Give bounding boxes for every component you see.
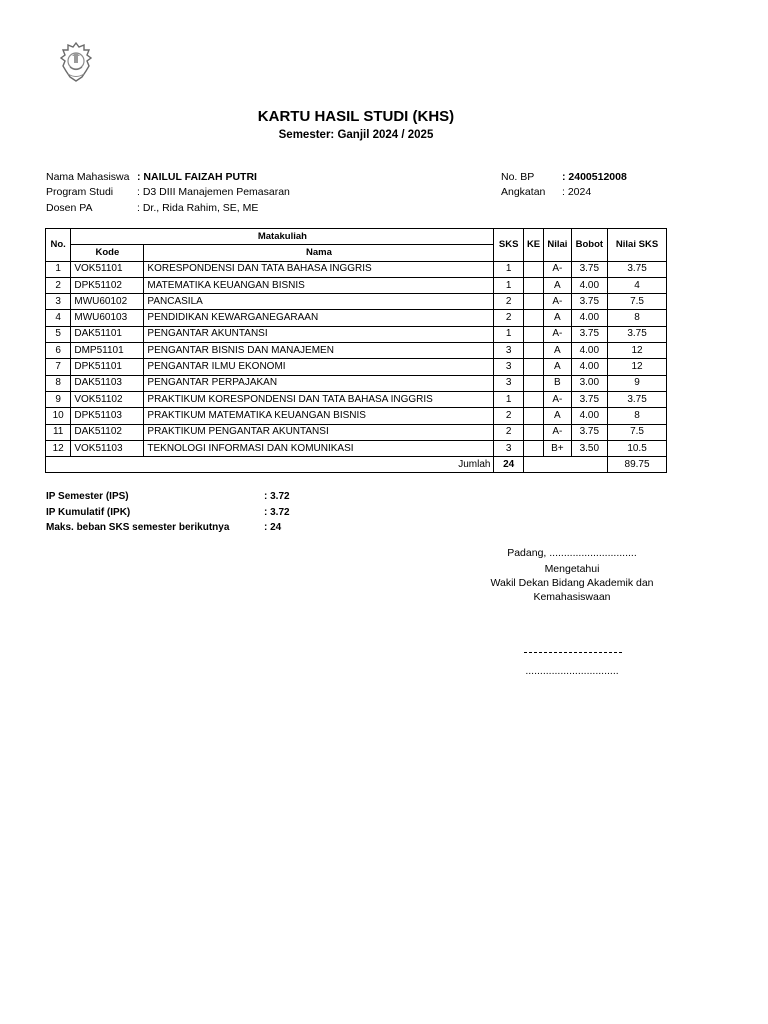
row-sks: 1 — [494, 277, 523, 293]
total-spacer — [523, 457, 607, 473]
table-row — [46, 424, 667, 440]
student-info-left — [46, 169, 466, 217]
row-no: 7 — [46, 359, 71, 375]
row-no: 2 — [46, 277, 71, 293]
table-row — [46, 326, 667, 342]
row-nilai-sks: 3.75 — [608, 391, 667, 407]
row-no: 11 — [46, 424, 71, 440]
max-sks-label: Maks. beban SKS semester berikutnya — [46, 522, 230, 533]
row-nama: PENDIDIKAN KEWARGANEGARAAN — [144, 310, 494, 326]
row-kode: DMP51101 — [71, 343, 144, 359]
semester-subtitle: Semester: Ganjil 2024 / 2025 — [278, 129, 434, 141]
row-kode: DAK51103 — [71, 375, 144, 391]
row-no: 6 — [46, 343, 71, 359]
sign-place: Padang, .............................. — [507, 547, 637, 559]
header-nilai-sks: Nilai SKS — [608, 229, 667, 262]
header-ke: KE — [523, 229, 543, 262]
program-label: Program Studi — [46, 186, 114, 198]
row-no: 12 — [46, 440, 71, 456]
row-nama: PENGANTAR BISNIS DAN MANAJEMEN — [144, 343, 494, 359]
ipk-value: : 3.72 — [264, 506, 290, 518]
row-no: 9 — [46, 391, 71, 407]
row-kode: DPK51101 — [71, 359, 144, 375]
row-bobot: 3.75 — [571, 261, 608, 277]
row-nama: KORESPONDENSI DAN TATA BAHASA INGGRIS — [144, 261, 494, 277]
row-ke — [523, 424, 543, 440]
row-kode: MWU60103 — [71, 310, 144, 326]
row-nilai: A — [544, 310, 571, 326]
program-value: : D3 DIII Manajemen Pemasaran — [137, 186, 290, 198]
table-row — [46, 261, 667, 277]
row-nilai-sks: 3.75 — [608, 326, 667, 342]
row-nama: PENGANTAR ILMU EKONOMI — [144, 359, 494, 375]
row-nilai: A- — [544, 294, 571, 310]
row-kode: DPK51102 — [71, 277, 144, 293]
sign-position-line2: Kemahasiswaan — [533, 591, 611, 603]
total-nilai-sks: 89.75 — [608, 457, 667, 473]
year-value: : 2024 — [562, 186, 592, 198]
ips-label: IP Semester (IPS) — [46, 491, 129, 502]
student-name-label: Nama Mahasiswa — [46, 171, 130, 183]
row-nilai-sks: 12 — [608, 343, 667, 359]
year-label: Angkatan — [501, 186, 546, 198]
sign-id-line: ................................ — [525, 665, 619, 677]
advisor-value: : Dr., Rida Rahim, SE, ME — [137, 202, 259, 214]
row-sks: 2 — [494, 294, 523, 310]
table-total-row — [46, 457, 667, 473]
row-ke — [523, 391, 543, 407]
row-sks: 1 — [494, 261, 523, 277]
table-row — [46, 408, 667, 424]
document-title: KARTU HASIL STUDI (KHS) — [257, 108, 455, 125]
row-nilai: A- — [544, 261, 571, 277]
row-bobot: 4.00 — [571, 408, 608, 424]
row-nilai: A- — [544, 424, 571, 440]
table-row — [46, 375, 667, 391]
student-info-right — [501, 169, 681, 201]
row-nilai: A — [544, 359, 571, 375]
table-body — [46, 261, 667, 457]
row-ke — [523, 440, 543, 456]
header-nilai: Nilai — [544, 229, 571, 262]
row-ke — [523, 375, 543, 391]
row-nama: PANCASILA — [144, 294, 494, 310]
row-bobot: 4.00 — [571, 277, 608, 293]
sign-acknowledge: Mengetahui — [544, 563, 600, 575]
row-nilai: A — [544, 408, 571, 424]
row-sks: 2 — [494, 408, 523, 424]
row-nama: PENGANTAR PERPAJAKAN — [144, 375, 494, 391]
row-no: 10 — [46, 408, 71, 424]
row-bobot: 3.75 — [571, 326, 608, 342]
row-nilai-sks: 4 — [608, 277, 667, 293]
total-label: Jumlah — [46, 457, 494, 473]
row-ke — [523, 261, 543, 277]
row-nilai-sks: 7.5 — [608, 424, 667, 440]
row-sks: 1 — [494, 391, 523, 407]
table-row — [46, 310, 667, 326]
row-ke — [523, 343, 543, 359]
row-nama: PRAKTIKUM PENGANTAR AKUNTANSI — [144, 424, 494, 440]
header-nama: Nama — [144, 245, 494, 261]
row-kode: DPK51103 — [71, 408, 144, 424]
row-nilai-sks: 10.5 — [608, 440, 667, 456]
row-kode: VOK51102 — [71, 391, 144, 407]
row-nilai: A — [544, 277, 571, 293]
table-row — [46, 391, 667, 407]
header-bobot: Bobot — [571, 229, 608, 262]
row-sks: 2 — [494, 310, 523, 326]
max-sks-value: : 24 — [264, 522, 282, 533]
ips-value: : 3.72 — [264, 491, 290, 502]
row-sks: 2 — [494, 424, 523, 440]
total-sks: 24 — [494, 457, 523, 473]
signature-line — [524, 652, 622, 653]
advisor-label: Dosen PA — [46, 202, 93, 214]
row-nilai-sks: 9 — [608, 375, 667, 391]
row-no: 4 — [46, 310, 71, 326]
row-sks: 3 — [494, 343, 523, 359]
row-nilai: B — [544, 375, 571, 391]
bp-label: No. BP — [501, 171, 535, 183]
row-bobot: 4.00 — [571, 359, 608, 375]
header-matakuliah: Matakuliah — [71, 229, 494, 245]
row-no: 1 — [46, 261, 71, 277]
header-kode: Kode — [71, 245, 144, 261]
row-ke — [523, 326, 543, 342]
row-no: 8 — [46, 375, 71, 391]
header-no: No. — [46, 229, 71, 262]
row-sks: 3 — [494, 375, 523, 391]
table-row — [46, 277, 667, 293]
row-bobot: 3.75 — [571, 391, 608, 407]
grades-table — [45, 228, 667, 473]
row-no: 3 — [46, 294, 71, 310]
row-sks: 1 — [494, 326, 523, 342]
row-bobot: 3.75 — [571, 424, 608, 440]
table-row — [46, 359, 667, 375]
row-ke — [523, 294, 543, 310]
row-nilai-sks: 8 — [608, 408, 667, 424]
row-nilai: B+ — [544, 440, 571, 456]
row-nilai: A- — [544, 326, 571, 342]
row-ke — [523, 310, 543, 326]
row-nama: PRAKTIKUM MATEMATIKA KEUANGAN BISNIS — [144, 408, 494, 424]
row-kode: VOK51103 — [71, 440, 144, 456]
row-nama: TEKNOLOGI INFORMASI DAN KOMUNIKASI — [144, 440, 494, 456]
ipk-label: IP Kumulatif (IPK) — [46, 506, 131, 518]
row-nilai-sks: 7.5 — [608, 294, 667, 310]
row-bobot: 3.50 — [571, 440, 608, 456]
row-nama: MATEMATIKA KEUANGAN BISNIS — [144, 277, 494, 293]
row-nilai-sks: 8 — [608, 310, 667, 326]
row-kode: DAK51102 — [71, 424, 144, 440]
row-sks: 3 — [494, 359, 523, 375]
row-kode: DAK51101 — [71, 326, 144, 342]
bp-value: : 2400512008 — [562, 171, 627, 183]
row-ke — [523, 277, 543, 293]
row-sks: 3 — [494, 440, 523, 456]
row-ke — [523, 408, 543, 424]
row-nilai: A — [544, 343, 571, 359]
row-bobot: 3.00 — [571, 375, 608, 391]
table-row — [46, 343, 667, 359]
row-bobot: 4.00 — [571, 310, 608, 326]
row-nama: PRAKTIKUM KORESPONDENSI DAN TATA BAHASA INGGRIS — [144, 391, 494, 407]
row-nilai-sks: 3.75 — [608, 261, 667, 277]
header-sks: SKS — [494, 229, 523, 262]
row-kode: MWU60102 — [71, 294, 144, 310]
row-bobot: 4.00 — [571, 343, 608, 359]
student-name-value: : NAILUL FAIZAH PUTRI — [137, 171, 257, 183]
row-nilai: A- — [544, 391, 571, 407]
table-header-row — [46, 229, 667, 245]
row-kode: VOK51101 — [71, 261, 144, 277]
university-logo-icon — [60, 41, 92, 83]
row-bobot: 3.75 — [571, 294, 608, 310]
row-nilai-sks: 12 — [608, 359, 667, 375]
row-no: 5 — [46, 326, 71, 342]
sign-position-line1: Wakil Dekan Bidang Akademik dan — [490, 577, 654, 589]
table-row — [46, 294, 667, 310]
table-row — [46, 440, 667, 456]
row-ke — [523, 359, 543, 375]
row-nama: PENGANTAR AKUNTANSI — [144, 326, 494, 342]
